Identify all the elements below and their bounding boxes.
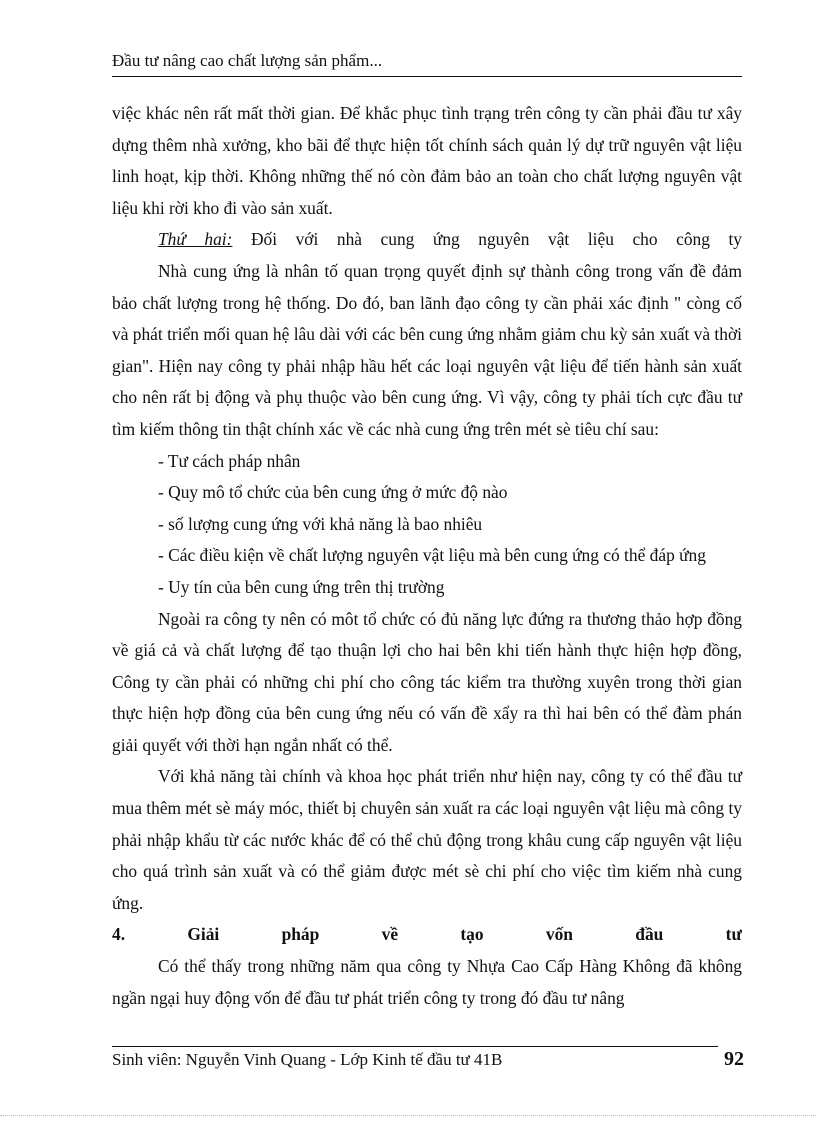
- footer-student-line: Sinh viên: Nguyễn Vinh Quang - Lớp Kinh tế đầu tư 41B: [112, 1050, 503, 1069]
- bullet-item: - Tư cách pháp nhân: [158, 450, 301, 471]
- footer-divider: [112, 1046, 718, 1047]
- bullet-item: - Uy tín của bên cung ứng trên thị trường: [158, 576, 445, 597]
- paragraph-5: Với khả năng tài chính và khoa học phát triển như hiện nay, công ty có thể đầu tư mua thêm mét sè máy móc, thiết bị chuyên sản xuất ra các loại nguyên vật liệu mà công ty phải nhập khẩu từ các nước khác để có thể chủ động trong khâu cung cấp nguyên vật liệu cho quá trình sản xuất và có thể giảm được mét sè chi phí cho việc tìm kiếm nhà cung ứng.: [112, 766, 742, 913]
- heading-word: tạo: [460, 924, 484, 945]
- heading-word: pháp: [281, 924, 320, 945]
- header-divider: [112, 76, 742, 77]
- document-body: [112, 98, 742, 1014]
- paragraph-4: Ngoài ra công ty nên có môt tổ chức có đủ năng lực đứng ra thương thảo hợp đồng về giá cả và chất lượng để tạo thuận lợi cho hai bên khi tiến hành thực hiện hợp đồng, Công ty cần phải có những chi phí cho công tác kiểm tra thường xuyên trong thời gian thực hiện hợp đồng của bên cung ứng nếu có vấn đề xẩy ra thì hai bên có thể đàm phán giải quyết với thời hạn ngắn nhất có thể.: [112, 608, 742, 755]
- page-number: 92: [724, 1048, 744, 1070]
- paragraph-2-label: Thứ hai:: [158, 229, 233, 250]
- paragraph-6: Có thể thấy trong những năm qua công ty Nhựa Cao Cấp Hàng Không đã không ngần ngại huy động vốn để đầu tư phát triển công ty trong đó đầu tư nâng: [112, 956, 742, 1008]
- heading-word: tư: [725, 924, 742, 945]
- heading-word: đầu: [635, 924, 664, 945]
- bullet-item: - số lượng cung ứng với khả năng là bao nhiêu: [158, 513, 483, 534]
- bullet-item: - Quy mô tổ chức của bên cung ứng ở mức độ nào: [158, 482, 508, 503]
- running-header: Đầu tư nâng cao chất lượng sản phẩm...: [112, 51, 383, 70]
- paragraph-2: [112, 224, 742, 256]
- paragraph-1: việc khác nên rất mất thời gian. Để khắc phục tình trạng trên công ty cần phải đầu tư xây dựng thêm nhà xưởng, kho bãi để thực hiện tốt chính sách quản lý dự trữ nguyên vật liệu linh hoạt, kịp thời. Không những thế nó còn đảm bảo an toàn cho chất lượng nguyên vật liệu khi rời kho đi vào sản xuất.: [112, 103, 742, 218]
- paragraph-2-text: Đối với nhà cung ứng nguyên vật liệu cho công ty: [232, 229, 742, 250]
- heading-word: Giải: [187, 924, 220, 945]
- page-bottom-border: [0, 1115, 816, 1116]
- bullet-item: - Các điều kiện về chất lượng nguyên vật liệu mà bên cung ứng có thể đáp ứng: [158, 545, 706, 566]
- heading-word: về: [381, 924, 399, 945]
- paragraph-3: Nhà cung ứng là nhân tố quan trọng quyết định sự thành công trong vấn đề đảm bảo chất lượng trong hệ thống. Do đó, ban lãnh đạo công ty cần phải xác định " còng cố và phát triển mối quan hệ lâu dài với các bên cung ứng nhằm giảm chu kỳ sản xuất và thời gian". Hiện nay công ty phải nhập hầu hết các loại nguyên vật liệu để tiến hành sản xuất cho nên rất bị động và phụ thuộc vào bên cung ứng. Vì vậy, công ty phải tích cực đầu tư tìm kiếm thông tin thật chính xác về các nhà cung ứng trên mét sè tiêu chí sau:: [112, 260, 742, 439]
- heading-word: vốn: [545, 924, 573, 945]
- heading-word: 4.: [112, 924, 126, 945]
- section-heading-4: [112, 919, 742, 951]
